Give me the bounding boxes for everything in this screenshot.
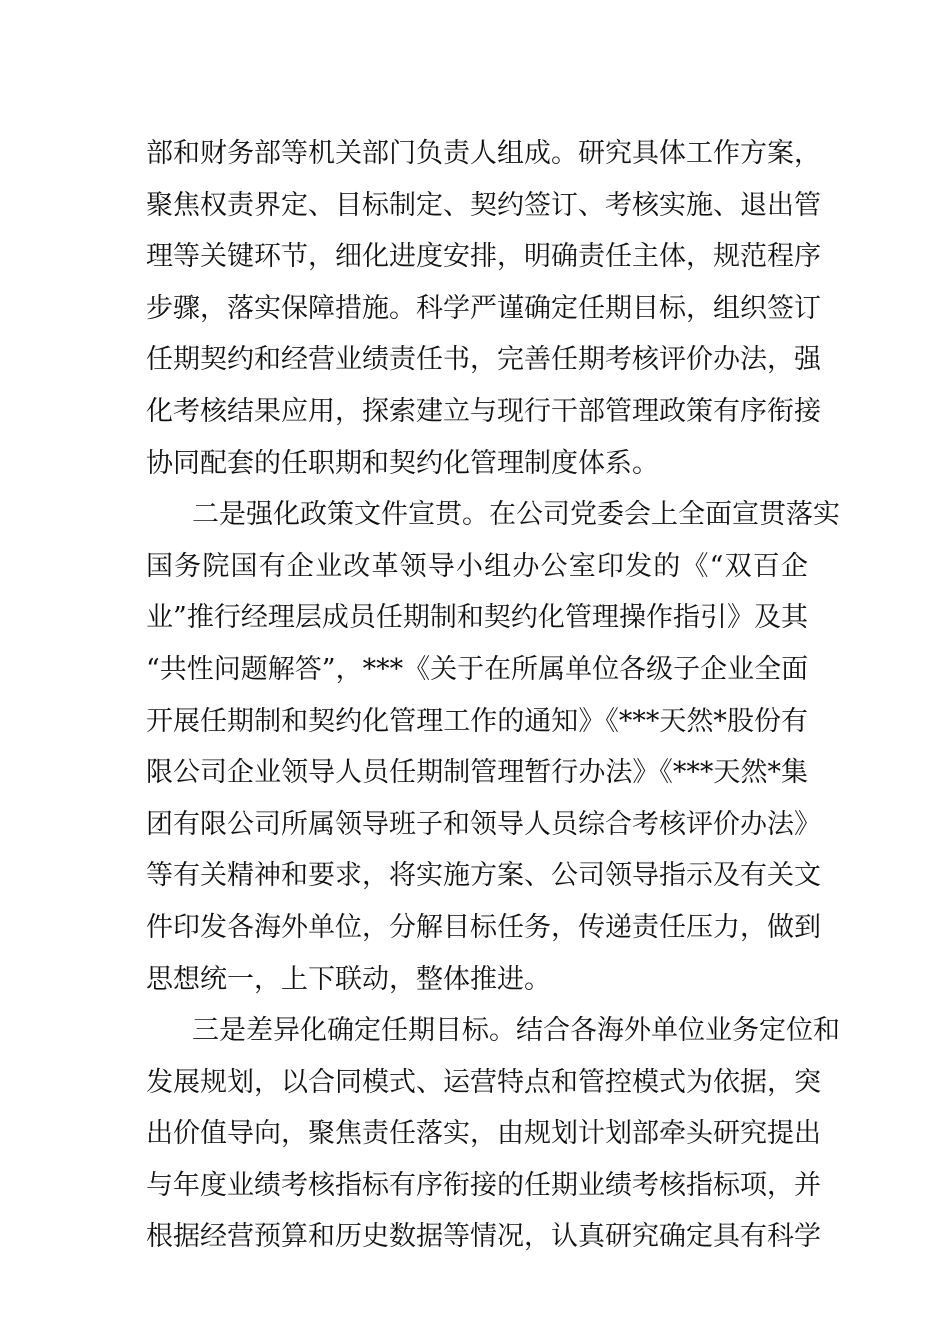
text-line: 等有关精神和要求，将实施方案、公司领导指示及有关文: [146, 860, 821, 892]
text-line: 发展规划，以合同模式、运营特点和管控模式为依据，突: [146, 1066, 821, 1098]
text-line: 与年度业绩考核指标有序衔接的任期业绩考核指标项，并: [146, 1169, 821, 1201]
paragraph-start-line: 二是强化政策文件宣贯。在公司党委会上全面宣贯落实: [192, 499, 840, 531]
body-text: [146, 128, 840, 1263]
text-line: 步骤，落实保障措施。科学严谨确定任期目标，组织签订: [146, 292, 821, 324]
text-line: 团有限公司所属领导班子和领导人员综合考核评价办法》: [146, 808, 821, 840]
text-line: 件印发各海外单位，分解目标任务，传递责任压力，做到: [146, 911, 821, 943]
text-line: 出价值导向，聚焦责任落实，由规划计划部牵头研究提出: [146, 1118, 821, 1150]
text-line: 理等关键环节，细化进度安排，明确责任主体，规范程序: [146, 241, 821, 273]
text-line: 业”推行经理层成员任期制和契约化管理操作指引》及其: [146, 602, 808, 634]
text-line: 思想统一，上下联动，整体推进。: [146, 963, 551, 995]
text-line: 协同配套的任职期和契约化管理制度体系。: [146, 447, 659, 479]
text-line: “共性问题解答”，***《关于在所属单位各级子企业全面: [146, 653, 809, 685]
text-line: 根据经营预算和历史数据等情况，认真研究确定具有科学: [146, 1221, 821, 1253]
text-line: 开展任期制和契约化管理工作的通知》《***天然*股份有: [146, 705, 808, 737]
text-line: 任期契约和经营业绩责任书，完善任期考核评价办法，强: [146, 344, 821, 376]
paragraph-start-line: 三是差异化确定任期目标。结合各海外单位业务定位和: [192, 1015, 840, 1047]
text-line: 限公司企业领导人员任期制管理暂行办法》《***天然*集: [146, 757, 808, 789]
text-line: 聚焦权责界定、目标制定、契约签订、考核实施、退出管: [146, 189, 821, 221]
text-line: 国务院国有企业改革领导小组办公室印发的《“双百企: [146, 550, 808, 582]
text-line: 部和财务部等机关部门负责人组成。研究具体工作方案，: [146, 138, 821, 169]
text-line: 化考核结果应用，探索建立与现行干部管理政策有序衔接: [146, 395, 821, 427]
